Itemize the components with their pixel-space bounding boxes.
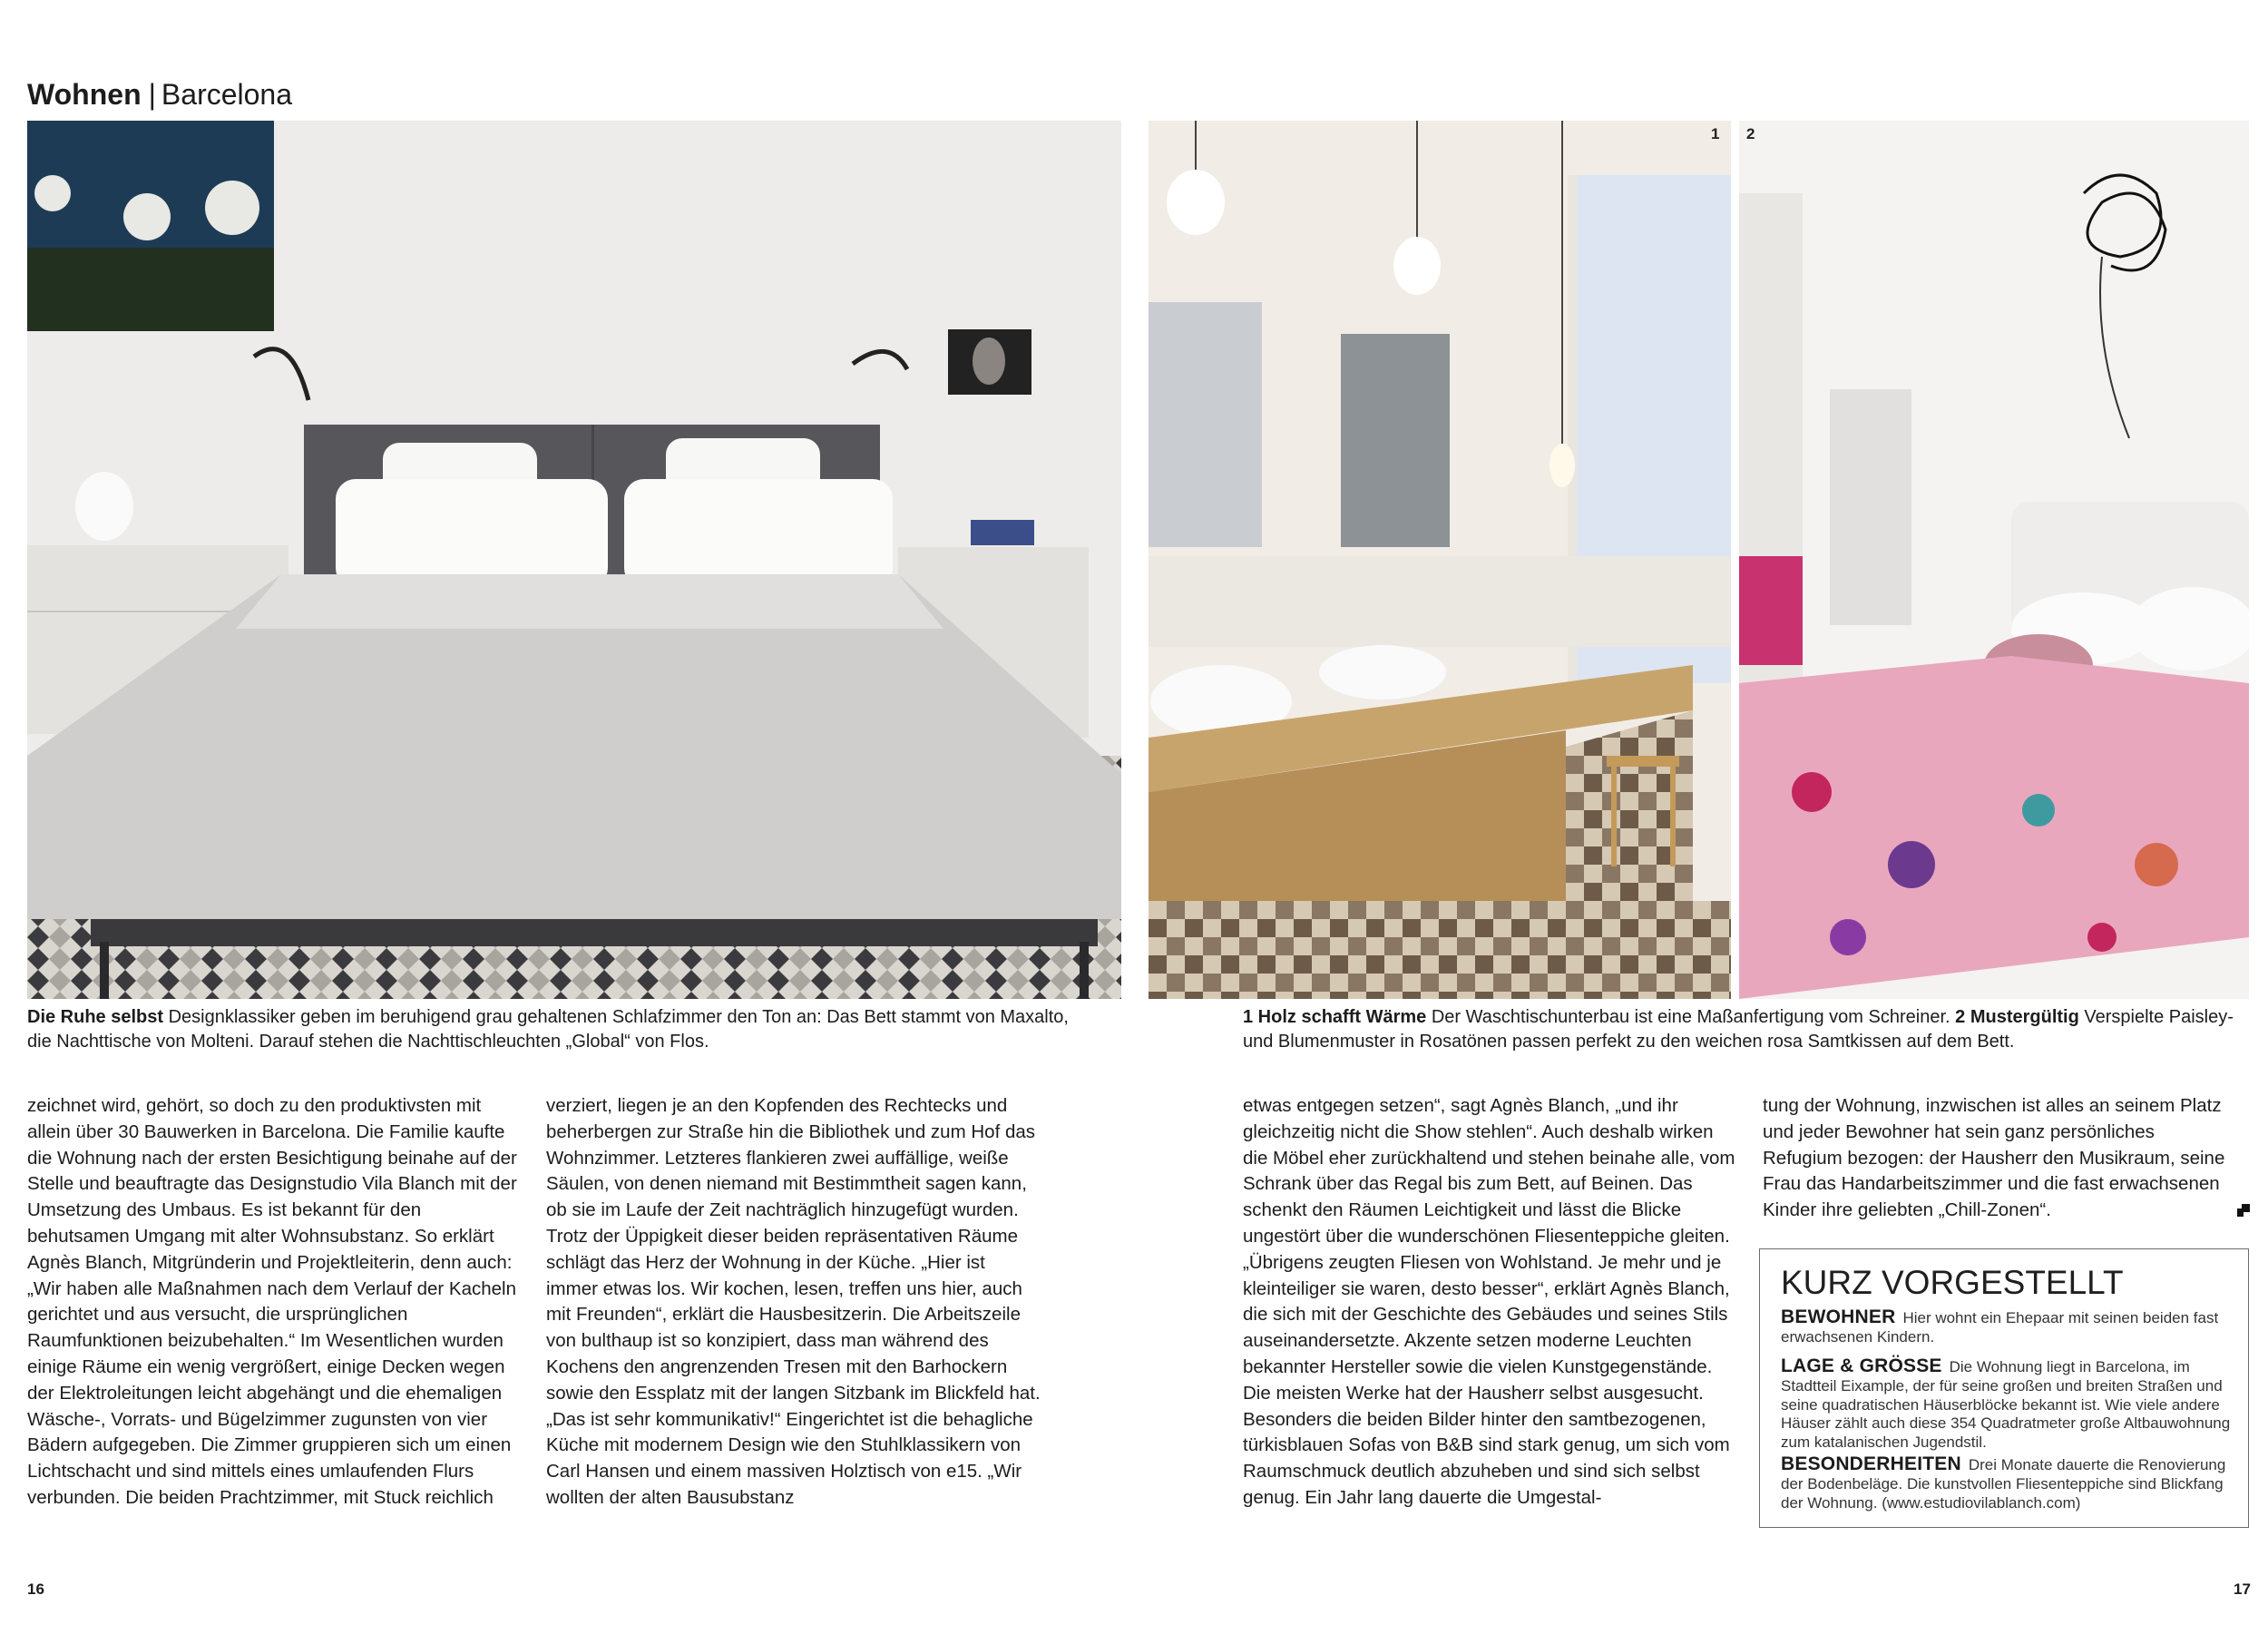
info-text: Die Wohnung liegt in Barcelona, im Stadtteil Eixample, der für seine großen und breiten Straßen und seine quadratischen Häuserblöcke bekannt ist. Wie viele andere Häuser zählt auch diese 354 Quadratmeter große Altbauwohnung zum katalanischen Jugendstil. xyxy=(1781,1358,2231,1452)
info-key: BESONDERHEITEN xyxy=(1781,1453,1961,1474)
caption-lead-2: 2 Mustergültig xyxy=(1955,1007,2079,1027)
info-entry-bewohner xyxy=(1781,1308,2234,1347)
pink-bedroom-photo xyxy=(1739,121,2249,999)
caption-right xyxy=(1243,1005,2252,1054)
info-entry-lage xyxy=(1781,1357,2234,1453)
bathroom-photo xyxy=(1149,121,1731,999)
info-key: BEWOHNER xyxy=(1781,1306,1896,1327)
caption-text-2: Verspielte Paisley- und Blumenmuster in Rosatönen passen perfekt zu den weichen rosa Samtkissen auf dem Bett. xyxy=(1243,1007,2234,1052)
body-column-3 xyxy=(1243,1093,1737,1512)
body-paragraph: etwas entgegen setzen“, sagt Agnès Blanch, „und ihr gleichzeitig nicht die Show stehlen“. Auch deshalb wirken die Möbel eher zurückhaltend und stehen beinahe alle, vom Schrank über das Regal bis zum Bett, auf Beinen. Das schenkt den Räumen Leichtigkeit und lässt die Blicke ungestört über die wunderschönen Fliesenteppiche gleiten. „Übrigens zeugten Fliesen von Wohlstand. Je mehr und je kleinteiliger sie waren, desto besser“, erklärt Agnès Blanch, die sich mit der Geschichte des Gebäudes und seines Stils auseinandersetzte. Akzente setzen moderne Leuchten bekannter Hersteller sowie die vielen Kunstgegenstände. Die meisten Werke hat der Hausherr selbst ausgesucht. Besonders die beiden Bilder hinter den samtbezogenen, türkisblauen Sofas von B&B sind stark genug, um sich vom Raumschmuck deutlich abzuheben und sind sich selbst genug. Ein Jahr lang dauerte die Umgestal- xyxy=(1243,1095,1735,1508)
header-divider: | xyxy=(148,78,156,111)
body-column-1 xyxy=(27,1093,522,1512)
page-number-right: 17 xyxy=(2234,1580,2251,1598)
caption-text-1: Der Waschtischunterbau ist eine Maßanfertigung vom Schreiner. xyxy=(1426,1007,1956,1027)
info-box-title: KURZ VORGESTELLT xyxy=(1781,1264,2124,1301)
end-square-icon xyxy=(2237,1204,2250,1217)
caption-lead-1: 1 Holz schafft Wärme xyxy=(1243,1007,1427,1027)
caption-bedroom xyxy=(27,1005,1070,1054)
caption-text: Designklassiker geben im beruhigend grau gehaltenen Schlafzimmer den Ton an: Das Bett stammt von Maxalto, die Nachttische von Molteni. Darauf stehen die Nachttischleuchten „Global“ von Flos. xyxy=(27,1007,1069,1052)
section-location: Barcelona xyxy=(161,78,293,111)
body-column-2 xyxy=(546,1093,1041,1512)
body-paragraph: tung der Wohnung, inzwischen ist alles an seinem Platz und jeder Bewohner hat sein ganz persönliches Refugium bezogen: der Hausherr den Musikraum, seine Frau das Handarbeitszimmer und die fast erwachsenen Kinder ihre geliebten „Chill-Zonen“. xyxy=(1763,1095,2225,1221)
info-entry-besonderheiten xyxy=(1781,1455,2234,1512)
body-paragraph: zeichnet wird, gehört, so doch zu den produktivsten mit allein über 30 Bauwerken in Barcelona. Die Familie kaufte die Wohnung nach der ersten Besichtigung beinahe auf der Stelle und beauftragte das Designstudio Vila Blanch mit der Umsetzung des Umbaus. Es ist bekannt für den behutsamen Umgang mit alter Wohnsubstanz. So erklärt Agnès Blanch, Mitgründerin und Projektleiterin, denn auch: „Wir haben alle Maßnahmen nach dem Verlauf der Kacheln gerichtet und aus versucht, die ursprünglichen Raumfunktionen beizubehalten.“ Im Wesentlichen wurden einige Räume ein wenig vergrößert, einige Decken wegen der Elektroleitungen leicht abgehängt und die ehemaligen Wäsche-, Vorrats- und Bügelzimmer zugunsten von vier Bädern aufgegeben. Die Zimmer gruppieren sich um einen Lichtschacht und sind mittels eines umlaufenden Flurs verbunden. Die beiden Prachtzimmer, mit Stuck reichlich xyxy=(27,1095,517,1508)
image-number-1: 1 xyxy=(1711,125,1720,142)
info-text: Drei Monate dauerte die Renovierung der Bodenbeläge. Die kunstvollen Fliesenteppiche sind Blickfang der Wohnung. (www.estudiovilablanch.com) xyxy=(1781,1456,2226,1512)
body-column-4 xyxy=(1763,1093,2230,1224)
section-header xyxy=(27,76,292,113)
image-number-2: 2 xyxy=(1746,125,1755,142)
caption-lead: Die Ruhe selbst xyxy=(27,1007,164,1027)
bedroom-photo xyxy=(27,121,1121,999)
info-key: LAGE & GRÖSSE xyxy=(1781,1355,1942,1376)
page-number-left: 16 xyxy=(27,1580,44,1598)
body-paragraph: verziert, liegen je an den Kopfenden des Rechtecks und beherbergen zur Straße hin die Bibliothek und zum Hof das Wohnzimmer. Letzteres flankieren zwei auffällige, weiße Säulen, von denen niemand mit Bestimmtheit sagen kann, ob sie im Laufe der Zeit nachträglich hinzugefügt wurden. Trotz der Üppigkeit dieser beiden repräsentativen Räume schlägt das Herz der Wohnung in der Küche. „Hier ist immer etwas los. Wir kochen, lesen, treffen uns hier, auch mit Freunden“, erklärt die Hausbesitzerin. Die Arbeitszeile von bulthaup ist so konzipiert, dass man während des Kochens den angrenzenden Tresen mit den Barhockern sowie den Essplatz mit der langen Sitzbank im Blickfeld hat. „Das ist sehr kommunikativ!“ Eingerichtet ist die behagliche Küche mit modernem Design wie den Stuhlklassikern von Carl Hansen und einem massiven Holztisch von e15. „Wir wollten der alten Bausubstanz xyxy=(546,1095,1041,1508)
section-title: Wohnen xyxy=(27,78,142,111)
info-text: Hier wohnt ein Ehepaar mit seinen beiden fast erwachsenen Kindern. xyxy=(1781,1309,2219,1346)
